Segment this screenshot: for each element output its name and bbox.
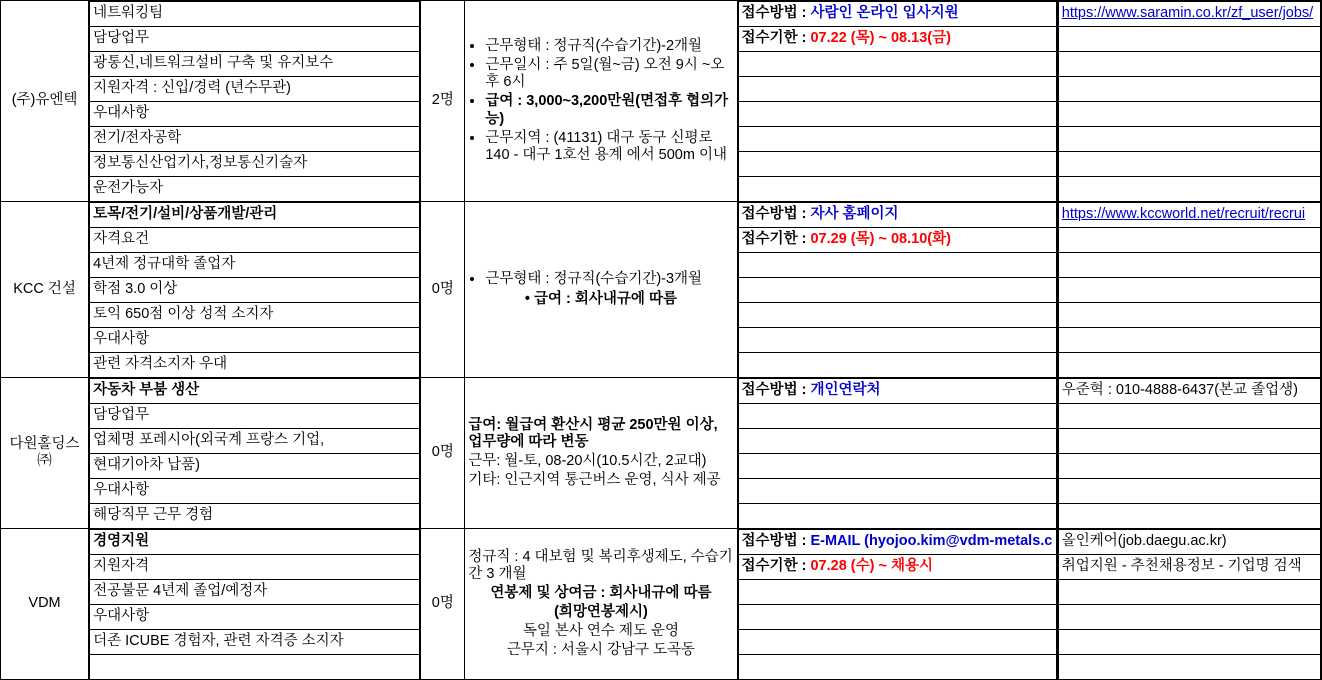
apply-deadline-value: 07.22 (목) ~ 08.13(금) xyxy=(810,30,951,47)
apply-cell xyxy=(737,202,1057,378)
contact-row xyxy=(1058,379,1320,404)
apply-deadline-value: 07.28 (수) ~ 채용시 xyxy=(810,558,933,575)
apply-deadline-row xyxy=(738,228,1056,253)
apply-list xyxy=(738,529,1057,679)
empty-cell xyxy=(1058,328,1320,353)
empty-cell xyxy=(1058,127,1320,152)
apply-method-row xyxy=(738,2,1056,27)
empty-cell xyxy=(1058,177,1320,202)
apply-cell xyxy=(737,529,1057,680)
empty-cell xyxy=(738,504,1056,529)
table-body xyxy=(1,1,1322,680)
empty-cell xyxy=(738,454,1056,479)
list-item: 우대사항 xyxy=(90,328,420,353)
list-item: 지원자격 xyxy=(90,555,420,580)
list-item: 전기/전자공학 xyxy=(90,127,420,152)
table-row xyxy=(1,202,1322,378)
apply-method-value: E-MAIL (hyojoo.kim@vdm-metals.c xyxy=(810,533,1053,550)
apply-deadline-row xyxy=(738,555,1056,580)
list-item: 4년제 정규대학 졸업자 xyxy=(90,253,420,278)
portal-path: 취업지원 - 추천채용정보 - 기업명 검색 xyxy=(1061,558,1302,575)
list-item: 토익 650점 이상 성적 소지자 xyxy=(90,303,420,328)
empty-cell xyxy=(738,429,1056,454)
job-detail-cell xyxy=(89,378,421,529)
list-item: 우대사항 xyxy=(90,479,420,504)
empty-cell xyxy=(1058,655,1320,680)
empty-cell xyxy=(738,605,1056,630)
empty-cell xyxy=(1058,253,1320,278)
work-conditions-cell xyxy=(465,202,737,378)
link-row xyxy=(1058,530,1320,555)
apply-method-label: 접수방법 : xyxy=(741,382,807,399)
empty-cell xyxy=(738,102,1056,127)
list-item: 현대기아차 납품) xyxy=(90,454,420,479)
empty-cell xyxy=(738,655,1056,680)
company-name-cell: VDM xyxy=(1,529,89,680)
apply-list xyxy=(738,1,1057,201)
empty-cell xyxy=(738,278,1056,303)
headcount-cell: 2명 xyxy=(421,1,465,202)
job-detail-cell xyxy=(89,202,421,378)
link-list xyxy=(1058,1,1321,201)
empty-cell xyxy=(738,177,1056,202)
empty-cell xyxy=(1058,429,1320,454)
condition-item: • 근무지역 : (41131) 대구 동구 신평로 140 - 대구 1호선 용계 에서 500m 이내 xyxy=(485,130,733,164)
condition-item: 근무: 월-토, 08-20시(10.5시간, 2교대) xyxy=(468,453,707,469)
list-item: 업체명 포레시아(외국계 프랑스 기업, xyxy=(90,429,420,454)
table-row xyxy=(1,1,1322,202)
condition-item: • 근무일시 : 주 5일(월~금) 오전 9시 ~오후 6시 xyxy=(485,57,733,91)
list-item: 정보통신산업기사,정보통신기술자 xyxy=(90,152,420,177)
list-item: 운전가능자 xyxy=(90,177,420,202)
empty-cell xyxy=(1058,278,1320,303)
condition-item: • 급여 : 3,000~3,200만원(면접후 협의가능) xyxy=(485,93,733,127)
empty-cell xyxy=(738,328,1056,353)
link-row[interactable] xyxy=(1058,203,1320,228)
work-conditions-cell xyxy=(465,378,737,529)
company-name-cell: (주)유엔텍 xyxy=(1,1,89,202)
link-list xyxy=(1058,202,1321,377)
empty-cell xyxy=(1058,479,1320,504)
apply-deadline-label: 접수기한 : xyxy=(741,30,807,47)
condition-item: • 근무형태 : 정규직(수습기간)-2개월 xyxy=(485,38,733,55)
apply-method-label: 접수방법 : xyxy=(741,5,807,22)
condition-item: 독일 본사 연수 제도 운영 xyxy=(522,623,680,640)
apply-method-label: 접수방법 : xyxy=(741,206,807,223)
empty-cell xyxy=(738,77,1056,102)
empty-cell xyxy=(1058,580,1320,605)
list-item: 담당업무 xyxy=(90,404,420,429)
list-item: 관련 자격소지자 우대 xyxy=(90,353,420,378)
link-list xyxy=(1058,378,1321,528)
job-detail-list xyxy=(89,202,420,377)
list-item: 전공불문 4년제 졸업/예정자 xyxy=(90,580,420,605)
work-conditions-cell xyxy=(465,1,737,202)
empty-cell xyxy=(1058,77,1320,102)
condition-item-text: 급여 : 회사내규에 따름 xyxy=(534,290,677,307)
company-name-cell: 다원홀딩스㈜ xyxy=(1,378,89,529)
headcount-cell: 0명 xyxy=(421,202,465,378)
link-row xyxy=(1058,555,1320,580)
company-name-cell: KCC 건설 xyxy=(1,202,89,378)
contact-info: 우준혁 : 010-4888-6437(본교 졸업생) xyxy=(1061,382,1298,399)
apply-list xyxy=(738,378,1057,528)
link-cell xyxy=(1057,529,1321,680)
condition-item: (희망연봉제시) xyxy=(554,604,648,620)
list-item: 해당직무 근무 경험 xyxy=(90,504,420,529)
empty-cell xyxy=(1058,630,1320,655)
condition-item: 급여: 월급여 환산시 평균 250만원 이상, 업무량에 따라 변동 xyxy=(468,416,718,450)
condition-item: 근무지 : 서울시 강남구 도곡동 xyxy=(506,642,696,659)
empty-cell xyxy=(1058,52,1320,77)
empty-cell xyxy=(738,580,1056,605)
job-detail-cell xyxy=(89,1,421,202)
empty-cell xyxy=(1058,454,1320,479)
empty-cell xyxy=(738,127,1056,152)
list-item: 광통신,네트워크설비 구축 및 유지보수 xyxy=(90,52,420,77)
apply-url[interactable]: https://www.saramin.co.kr/zf_user/jobs/ xyxy=(1061,5,1314,22)
condition-item: 정규직 : 4 대보험 및 복리후생제도, 수습기간 3 개월 xyxy=(468,548,733,582)
apply-method-row xyxy=(738,379,1056,404)
empty-cell xyxy=(738,253,1056,278)
list-item: 우대사항 xyxy=(90,605,420,630)
link-cell xyxy=(1057,202,1321,378)
empty-cell xyxy=(1058,102,1320,127)
empty-cell xyxy=(738,303,1056,328)
apply-deadline-label: 접수기한 : xyxy=(741,231,807,248)
list-item: 우대사항 xyxy=(90,102,420,127)
empty-cell xyxy=(738,152,1056,177)
empty-cell xyxy=(1058,353,1320,378)
link-row[interactable] xyxy=(1058,2,1320,27)
link-list xyxy=(1058,529,1321,679)
link-cell xyxy=(1057,378,1321,529)
apply-url[interactable]: https://www.kccworld.net/recruit/recrui xyxy=(1061,206,1306,223)
list-item-heading: 자동차 부붐 생산 xyxy=(90,379,420,404)
condition-item: • 급여 : 회사내규에 따름 xyxy=(524,290,677,307)
apply-method-row xyxy=(738,530,1056,555)
empty-cell xyxy=(738,52,1056,77)
empty-cell xyxy=(738,630,1056,655)
empty-cell xyxy=(1058,504,1320,529)
empty-cell xyxy=(1058,303,1320,328)
list-item: 지원자격 : 신입/경력 (년수무관) xyxy=(90,77,420,102)
apply-deadline-value: 07.29 (목) ~ 08.10(화) xyxy=(810,231,951,248)
table-row xyxy=(1,529,1322,680)
list-item: 학점 3.0 이상 xyxy=(90,278,420,303)
link-cell xyxy=(1057,1,1321,202)
list-item: 담당업무 xyxy=(90,27,420,52)
list-item: 자격요건 xyxy=(90,228,420,253)
job-detail-cell xyxy=(89,529,421,680)
apply-list xyxy=(738,202,1057,377)
headcount-cell: 0명 xyxy=(421,378,465,529)
job-detail-list xyxy=(89,529,420,679)
list-item xyxy=(90,655,420,680)
portal-name: 올인케어(job.daegu.ac.kr) xyxy=(1061,533,1227,550)
list-item-heading: 경영지원 xyxy=(90,530,420,555)
empty-cell xyxy=(1058,27,1320,52)
empty-cell xyxy=(1058,228,1320,253)
apply-deadline-row xyxy=(738,27,1056,52)
apply-deadline-label: 접수기한 : xyxy=(741,558,807,575)
apply-method-value: 자사 홈페이지 xyxy=(810,206,899,223)
apply-cell xyxy=(737,1,1057,202)
condition-item: 기타: 인근지역 통근버스 운영, 식사 제공 xyxy=(468,472,721,489)
apply-cell xyxy=(737,378,1057,529)
empty-cell xyxy=(1058,605,1320,630)
job-detail-list xyxy=(89,378,420,528)
list-item: 더존 ICUBE 경험자, 관련 자격증 소지자 xyxy=(90,630,420,655)
table-row xyxy=(1,378,1322,529)
apply-method-row xyxy=(738,203,1056,228)
work-conditions-cell xyxy=(465,529,737,680)
list-item-heading: 토목/전기/설비/상품개발/관리 xyxy=(90,203,420,228)
empty-cell xyxy=(1058,152,1320,177)
empty-cell xyxy=(1058,404,1320,429)
empty-cell xyxy=(738,479,1056,504)
condition-item: • 근무형태 : 정규직(수습기간)-3개월 xyxy=(485,271,733,288)
empty-cell xyxy=(738,404,1056,429)
headcount-cell: 0명 xyxy=(421,529,465,680)
apply-method-value: 사람인 온라인 입사지원 xyxy=(810,5,959,22)
apply-method-value: 개인연락처 xyxy=(810,382,881,399)
condition-item: 연봉제 및 상여금 : 회사내규에 따름 xyxy=(490,584,712,601)
empty-cell xyxy=(738,353,1056,378)
list-item: 네트워킹팀 xyxy=(90,2,420,27)
apply-method-label: 접수방법 : xyxy=(741,533,807,550)
job-detail-list xyxy=(89,1,420,201)
